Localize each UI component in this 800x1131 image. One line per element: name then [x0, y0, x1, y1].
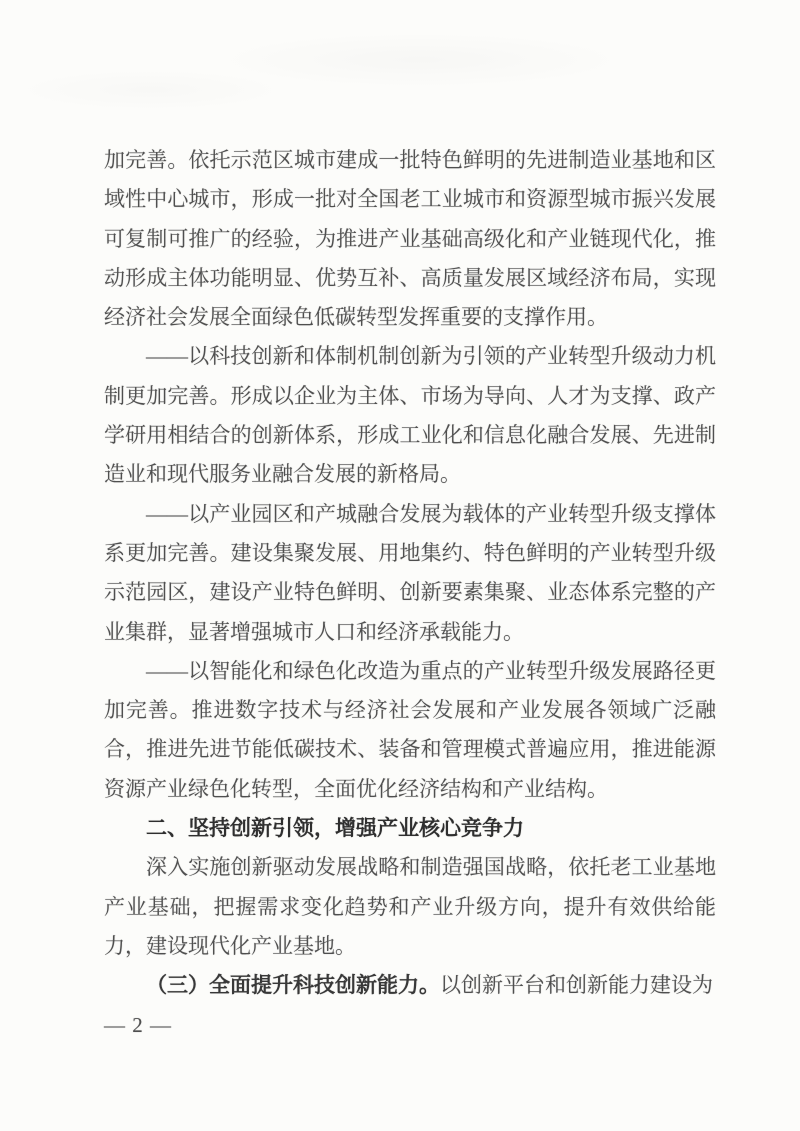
page-number: — 2 — — [104, 1012, 172, 1037]
subsection-body-start: 以创新平台和创新能力建设为 — [440, 973, 713, 998]
document-body — [104, 141, 716, 1045]
paragraph-dash-smart-green: ——以智能化和绿色化改造为重点的产业转型升级发展路径更加完善。推进数字技术与经济社会发展和产业发展各领域广泛融合，推进先进节能低碳技术、装备和管理模式普遍应用，推进能源资源产业绿色化转型，全面优化经济结构和产业结构。 — [104, 658, 716, 801]
paragraph-dash-science-innovation: ——以科技创新和体制机制创新为引领的产业转型升级动力机制更加完善。形成以企业为主体、市场为导向、人才为支撑、政产学研用相结合的创新体系，形成工业化和信息化融合发展、先进制造业和现代服务业融合发展的新格局。 — [104, 344, 716, 487]
paragraph-subsection-three — [104, 966, 716, 1005]
section-heading: 二、坚持创新引领，增强产业核心竞争力 — [146, 817, 524, 841]
paragraph-continuation: 加完善。依托示范区城市建成一批特色鲜明的先进制造业基地和区域性中心城市，形成一批对全国老工业城市和资源型城市振兴发展可复制可推广的经验，为推进产业基础高级化和产业链现代化，推动形成主体功能明显、优势互补、高质量发展区域经济布局，实现经济社会发展全面绿色低碳转型发挥重要的支撑作用。 — [104, 148, 716, 330]
paragraph-innovation-strategy: 深入实施创新驱动发展战略和制造强国战略，依托老工业基地产业基础，把握需求变化趋势和产业升级方向，提升有效供给能力，建设现代化产业基地。 — [104, 855, 716, 958]
paragraph-dash-industrial-parks: ——以产业园区和产城融合发展为载体的产业转型升级支撑体系更加完善。建设集聚发展、用地集约、特色鲜明的产业转型升级示范园区，建设产业特色鲜明、创新要素集聚、业态体系完整的产业集群，显著增强城市人口和经济承载能力。 — [104, 501, 716, 644]
subsection-title: （三）全面提升科技创新能力。 — [146, 973, 440, 998]
